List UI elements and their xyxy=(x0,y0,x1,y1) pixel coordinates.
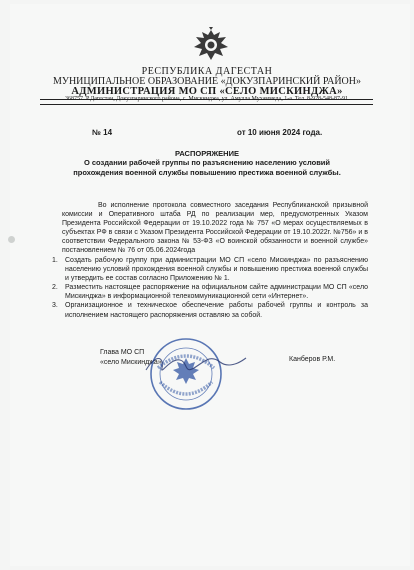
order-items-list xyxy=(52,256,368,320)
document-number: № 14 xyxy=(92,128,113,137)
item-text: Разместить настоящее распоряжение на официальном сайте администрации МО СП «село Мискинджа» в информационной телекоммуникационной сети «Интернет». xyxy=(65,284,368,301)
header-rule-bottom xyxy=(40,104,373,105)
item-text: Создать рабочую группу при администрации МО СП «село Мискинджа» по разъяснению населению условий прохождения военной службы и повышению престижа военной службы и утвердить ее состав согласно Приложению № 1. xyxy=(65,257,368,283)
signatory-position-line2: «село Мискинджа» xyxy=(100,359,162,366)
signatory-name: Канберов Р.М. xyxy=(289,356,336,363)
document-date: от 10 июня 2024 года. xyxy=(237,128,323,137)
administration-title: АДМИНИСТРАЦИЯ МО СП «СЕЛО МИСКИНДЖА» xyxy=(71,86,343,97)
municipality-title: МУНИЦИПАЛЬНОЕ ОБРАЗОВАНИЕ «ДОКУЗПАРИНСКИЙ РАЙОН» xyxy=(52,76,361,87)
item-number: 3. xyxy=(52,302,58,310)
coat-of-arms-emblem xyxy=(190,26,232,64)
republic-title: РЕСПУБЛИКА ДАГЕСТАН xyxy=(141,66,273,77)
list-item xyxy=(52,283,368,301)
document-subject: О создании рабочей группы по разъяснению населению условий прохождения военной службы повышению престижа военной службы. xyxy=(73,158,341,177)
signatory-position-line1: Глава МО СП xyxy=(100,349,145,356)
address-line: 368757. Р.Дагестан, Докузпаринского района, с. Мискинджа, ул. Амулла Мухаммеда, 1-а. Тел. 8-928-548-87-91 xyxy=(65,96,348,102)
list-item xyxy=(52,301,368,319)
item-number: 2. xyxy=(52,284,58,292)
handwritten-signature xyxy=(140,346,250,382)
punch-hole xyxy=(8,236,15,243)
item-number: 1. xyxy=(52,257,58,264)
list-item xyxy=(52,256,368,283)
preamble-paragraph: Во исполнение протокола совместного заседания Республиканской призывной комиссии и Оперативного штаба РД по реализации мер, предусмотренных Указом Президента Российской Федерации от 19.10.2022 года № 757 «О мерах осуществляемых в субъектах РФ в связи с Указом Президента Российской Федерации от 19.10.2022г. №756» и в соответствии Федерального закона № 53-ФЗ «О воинской обязанности и военной службе» постановлением № 76 от 05.06.2024года xyxy=(62,202,368,255)
document-type: РАСПОРЯЖЕНИЕ xyxy=(174,149,239,158)
item-text: Организационное и техническое обеспечение работы рабочей группы и контроль за исполнением настоящего распоряжения оставляю за собой. xyxy=(65,302,368,319)
